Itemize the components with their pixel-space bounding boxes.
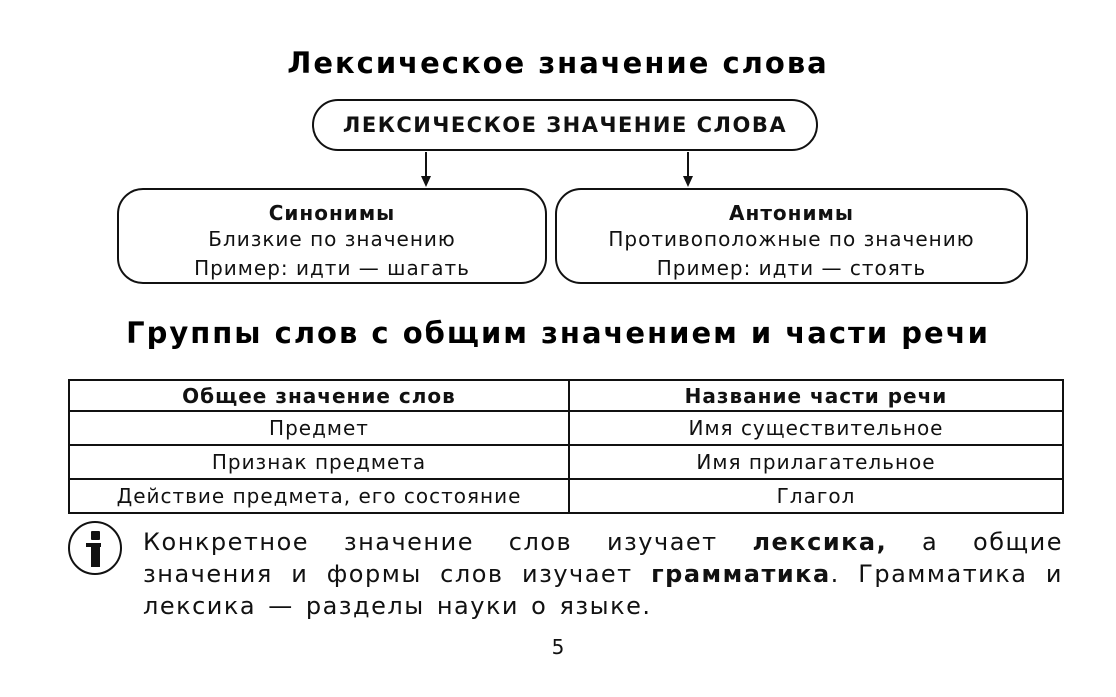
parts-of-speech-table xyxy=(68,379,1064,514)
arrow-to-antonyms xyxy=(687,152,689,177)
table-row xyxy=(69,445,1063,479)
arrow-head-antonyms xyxy=(683,176,693,187)
antonyms-box xyxy=(555,188,1028,284)
lexical-meaning-box: ЛЕКСИЧЕСКОЕ ЗНАЧЕНИЕ СЛОВА xyxy=(312,99,818,151)
section-title-groups: Группы слов с общим значением и части речи xyxy=(126,316,990,350)
table-header: Общее значение слов xyxy=(69,380,569,411)
synonyms-description: Близкие по значению xyxy=(208,227,456,251)
info-text-part: Конкретное значение слов изучает xyxy=(143,528,753,556)
synonyms-box xyxy=(117,188,547,284)
page-number: 5 xyxy=(551,635,565,659)
table-row xyxy=(69,479,1063,513)
info-text-part: . Грамматика и лексика — разделы науки о языке. xyxy=(143,560,1064,620)
table-header: Название части речи xyxy=(569,380,1063,411)
table-header-row xyxy=(69,380,1063,411)
info-bold-grammatika: грамматика xyxy=(651,560,831,588)
table-cell: Глагол xyxy=(569,479,1063,513)
info-icon xyxy=(68,521,122,575)
table-row xyxy=(69,411,1063,445)
info-note xyxy=(143,526,1063,622)
table-cell: Имя прилагательное xyxy=(569,445,1063,479)
info-bold-lexika: лексика, xyxy=(752,528,888,556)
info-text-part: а общие значения и формы слов изучает xyxy=(143,528,1064,588)
arrow-to-synonyms xyxy=(425,152,427,177)
table-cell: Признак предмета xyxy=(69,445,569,479)
arrow-head-synonyms xyxy=(421,176,431,187)
table-cell: Предмет xyxy=(69,411,569,445)
antonyms-example: Пример: идти — стоять xyxy=(656,256,927,280)
table-cell: Имя существительное xyxy=(569,411,1063,445)
synonyms-example: Пример: идти — шагать xyxy=(194,256,470,280)
table-cell: Действие предмета, его состояние xyxy=(69,479,569,513)
page-title: Лексическое значение слова xyxy=(287,46,829,80)
antonyms-description: Противоположные по значению xyxy=(608,227,975,251)
synonyms-heading: Синонимы xyxy=(268,201,396,225)
antonyms-heading: Антонимы xyxy=(729,201,854,225)
